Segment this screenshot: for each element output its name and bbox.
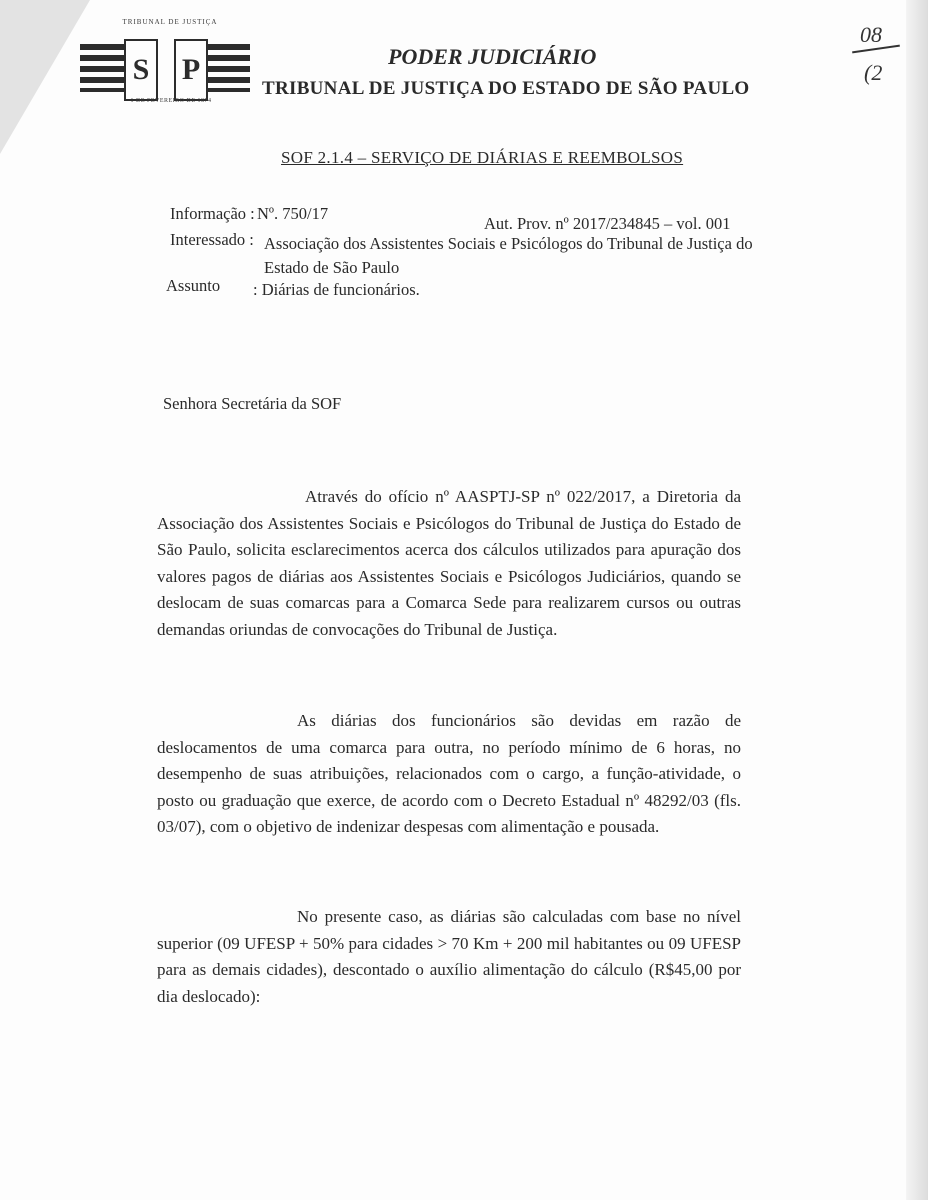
handwritten-page-number: 08 <box>860 22 882 47</box>
handwritten-note: (2 <box>864 60 883 85</box>
salutation: Senhora Secretária da SOF <box>163 394 342 413</box>
interessado-label: Interessado : <box>170 230 254 249</box>
seal-letter-p: P <box>174 39 208 101</box>
paragraph-1 <box>157 484 741 644</box>
informacao-label: Informação : <box>170 204 255 223</box>
seal-top-text: TRIBUNAL DE JUSTIÇA <box>122 18 218 26</box>
seal-letter-s: S <box>124 39 158 101</box>
paragraph-3-text: No presente caso, as diárias são calculadas com base no nível superior (09 UFESP + 50% para cidades > 70 Km + 200 mil habitantes ou 09 UFESP para as demais cidades), descontado o auxílio alimentação do cálculo (R$45,00 por dia deslocado): <box>157 907 741 1006</box>
paragraph-2 <box>157 708 741 841</box>
seal-bottom-text: 1 DE FEVEREIRO DE 1874 <box>130 98 212 104</box>
assunto-value: : Diárias de funcionários. <box>253 280 420 299</box>
header-subtitle: TRIBUNAL DE JUSTIÇA DO ESTADO DE SÃO PAULO <box>262 78 750 99</box>
assunto-label: Assunto <box>166 276 221 295</box>
seal-gap <box>158 39 174 97</box>
aut-prov-reference: Aut. Prov. nº 2017/234845 – vol. 001 <box>484 214 731 233</box>
section-title: SOF 2.1.4 – SERVIÇO DE DIÁRIAS E REEMBOLSOS <box>281 148 684 167</box>
informacao-value: Nº. 750/17 <box>257 204 329 223</box>
paragraph-2-text: As diárias dos funcionários são devidas em razão de deslocamentos de uma comarca para outra, no período mínimo de 6 horas, no desempenho de suas atribuições, relacionados com o cargo, a função-atividade, o posto ou graduação que exerce, de acordo com o Decreto Estadual nº 48292/03 (fls. 03/07), com o objetivo de indenizar despesas com alimentação e pousada. <box>157 711 741 837</box>
header-title: PODER JUDICIÁRIO <box>388 44 597 69</box>
court-seal-logo <box>80 18 250 108</box>
page-fold-corner <box>0 0 86 150</box>
interessado-value: Associação dos Assistentes Sociais e Psicólogos do Tribunal de Justiça do Estado de São Paulo <box>264 234 753 277</box>
scan-edge <box>906 0 928 1200</box>
paragraph-3 <box>157 904 741 1010</box>
paragraph-1-text: Através do ofício nº AASPTJ-SP nº 022/2017, a Diretoria da Associação dos Assistentes Sociais e Psicólogos do Tribunal de Justiça do Estado de São Paulo, solicita esclarecimentos acerca dos cálculos utilizados para apuração dos valores pagos de diárias aos Assistentes Sociais e Psicólogos Judiciários, quando se deslocam de suas comarcas para a Comarca Sede para realizarem cursos ou outras demandas oriundas de convocações do Tribunal de Justiça. <box>157 487 741 639</box>
